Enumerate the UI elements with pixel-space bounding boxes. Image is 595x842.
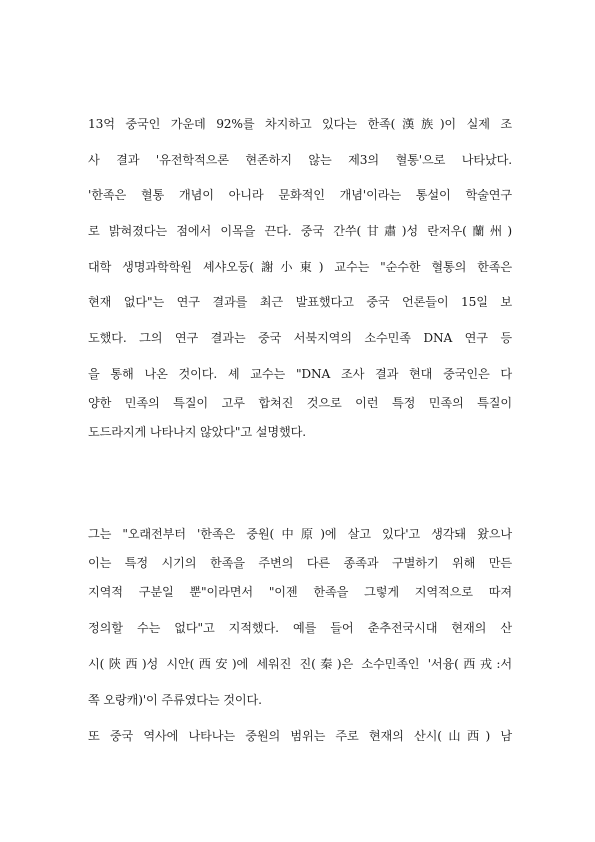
text-line: 시(陝西)성 시안(西安)에 세워진 진(秦)은 소수민족인 '서융(西戎:서 xyxy=(88,657,512,671)
text-line: 정의할 수는 없다"고 지적했다. 예를 들어 춘추전국시대 현재의 산 xyxy=(88,621,512,635)
text-line: '한족은 혈통 개념이 아니라 문화적인 개념'이라는 통설이 학술연구 xyxy=(88,188,512,202)
text-line: 양한 민족의 특질이 고루 합쳐진 것으로 이런 특정 민족의 특질이 xyxy=(88,396,512,410)
text-line: 대학 생명과학학원 셰샤오둥(謝小東) 교수는 "순수한 혈통의 한족은 xyxy=(88,260,512,274)
text-line: 로 밝혀졌다는 점에서 이목을 끈다. 중국 간쑤(甘肅)성 란저우(蘭州) xyxy=(88,224,512,238)
text-line: 을 통해 나온 것이다. 셰 교수는 "DNA 조사 결과 현대 중국인은 다 xyxy=(88,367,512,381)
text-line: 쪽 오랑캐)'이 주류였다는 것이다. xyxy=(88,693,262,707)
text-line: 이는 특정 시기의 한족을 주변의 다른 종족과 구별하기 위해 만든 xyxy=(88,556,512,570)
text-line: 사 결과 '유전학적으론 현존하지 않는 제3의 혈통'으로 나타났다. xyxy=(88,153,512,167)
text-line: 지역적 구분일 뿐"이라면서 "이젠 한족을 그렇게 지역적으로 따져 xyxy=(88,585,512,599)
text-line: 도드라지게 나타나지 않았다"고 설명했다. xyxy=(88,425,306,439)
text-line: 현재 없다"는 연구 결과를 최근 발표했다고 중국 언론들이 15일 보 xyxy=(88,295,512,309)
text-line: 도했다. 그의 연구 결과는 중국 서북지역의 소수민족 DNA 연구 등 xyxy=(88,331,512,345)
text-line: 또 중국 역사에 나타나는 중원의 범위는 주로 현재의 산시(山西) 남 xyxy=(88,729,512,743)
text-line: 그는 "오래전부터 '한족은 중원(中原)에 살고 있다'고 생각돼 왔으나 xyxy=(88,527,512,541)
text-line: 13억 중국인 가운데 92%를 차지하고 있다는 한족(漢族)이 실제 조 xyxy=(88,117,512,131)
